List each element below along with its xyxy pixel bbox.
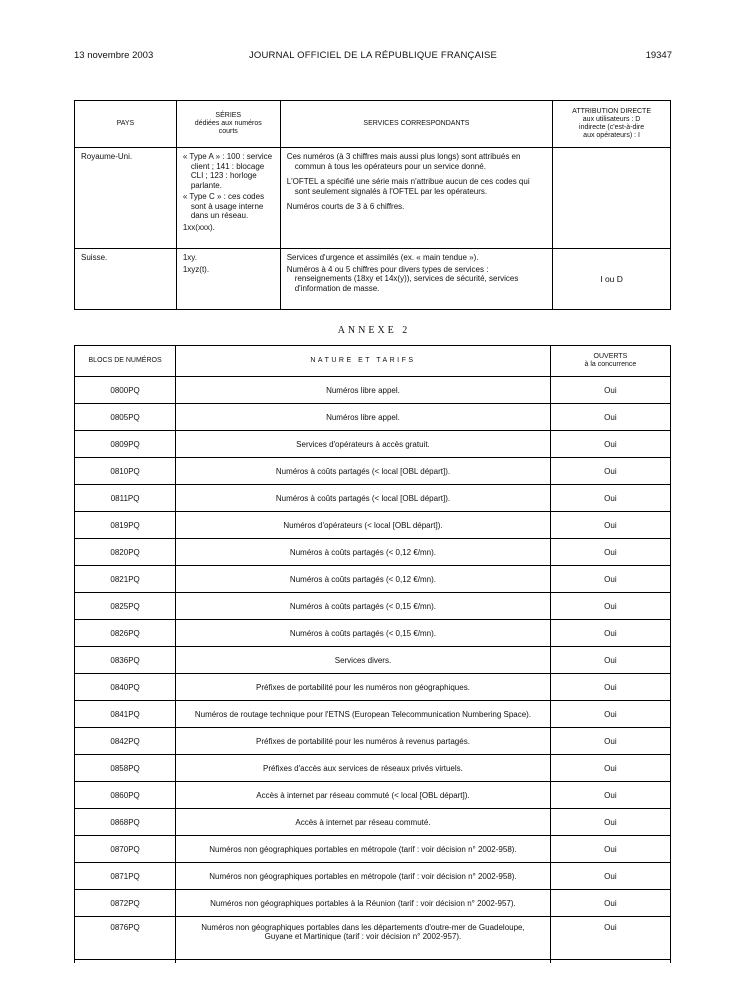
open-status: Oui bbox=[550, 809, 670, 836]
number-block: 0860PQ bbox=[75, 782, 176, 809]
number-block: 0868PQ bbox=[75, 809, 176, 836]
attribution-value: I ou D bbox=[600, 274, 623, 284]
open-status: Oui bbox=[550, 512, 670, 539]
number-block: 0842PQ bbox=[75, 728, 176, 755]
table-row bbox=[75, 458, 671, 485]
table-row bbox=[75, 620, 671, 647]
open-status: Oui bbox=[550, 647, 670, 674]
nature-tarif: Services divers. bbox=[176, 647, 551, 674]
table-row bbox=[75, 809, 671, 836]
header-page-number: 19347 bbox=[645, 50, 672, 61]
table-row bbox=[75, 377, 671, 404]
number-block: 0871PQ bbox=[75, 863, 176, 890]
nature-tarif: Numéros à coûts partagés (< 0,12 €/mn). bbox=[176, 539, 551, 566]
open-status: Oui bbox=[550, 566, 670, 593]
table-row bbox=[75, 404, 671, 431]
number-block: 0836PQ bbox=[75, 647, 176, 674]
table-row bbox=[75, 755, 671, 782]
service-text: Ces numéros (à 3 chiffres mais aussi plus longs) sont attribués en commun à tous les opérateurs pour un service donné. bbox=[286, 152, 521, 171]
nature-tarif: Numéros à coûts partagés (< 0,15 €/mn). bbox=[176, 620, 551, 647]
series-item: 1xyz(t). bbox=[182, 264, 210, 274]
open-status: Oui bbox=[550, 917, 670, 960]
number-block: 0825PQ bbox=[75, 593, 176, 620]
number-block: 0858PQ bbox=[75, 755, 176, 782]
service-text: Numéros à 4 ou 5 chiffres pour divers types de services : renseignements (18xy et 14x(y)), services de sécurité, services d'information de masse. bbox=[286, 264, 519, 293]
open-status: Oui bbox=[550, 728, 670, 755]
table-row bbox=[75, 512, 671, 539]
nature-tarif: Accès à internet par réseau commuté. bbox=[176, 809, 551, 836]
open-status: Oui bbox=[550, 782, 670, 809]
open-status: Oui bbox=[550, 620, 670, 647]
country-name: Royaume-Uni. bbox=[81, 152, 133, 161]
nature-tarif: Services d'opérateurs à accès gratuit. bbox=[176, 431, 551, 458]
open-status: Oui bbox=[550, 431, 670, 458]
col-header-series: SÉRIES dédiées aux numéros courts bbox=[176, 101, 280, 148]
col-header-blocs: BLOCS DE NUMÉROS bbox=[75, 346, 176, 377]
col-header-ouverts: OUVERTS à la concurrence bbox=[550, 346, 670, 377]
nature-tarif: Numéros libre appel. bbox=[176, 377, 551, 404]
col-header-nature: NATURE ET TARIFS bbox=[176, 346, 551, 377]
number-block: 0821PQ bbox=[75, 566, 176, 593]
col-header-pays: PAYS bbox=[75, 101, 177, 148]
nature-tarif: Numéros à coûts partagés (< local [OBL départ]). bbox=[176, 458, 551, 485]
nature-tarif: Numéros non géographiques portables en métropole (tarif : voir décision n° 2002-958). bbox=[176, 863, 551, 890]
open-status: Oui bbox=[550, 485, 670, 512]
table-row bbox=[75, 674, 671, 701]
number-block: 0870PQ bbox=[75, 836, 176, 863]
table-row bbox=[75, 890, 671, 917]
table-row bbox=[75, 782, 671, 809]
table-row bbox=[75, 836, 671, 863]
number-block: 0800PQ bbox=[75, 377, 176, 404]
table-row bbox=[75, 728, 671, 755]
open-status: Oui bbox=[550, 674, 670, 701]
number-block: 0810PQ bbox=[75, 458, 176, 485]
table-row bbox=[75, 148, 671, 249]
table-row bbox=[75, 863, 671, 890]
series-item: 1xx(xxx). bbox=[182, 222, 215, 232]
number-block: 0840PQ bbox=[75, 674, 176, 701]
number-block: 0841PQ bbox=[75, 701, 176, 728]
nature-tarif: Numéros non géographiques portables à la Réunion (tarif : voir décision n° 2002-957). bbox=[176, 890, 551, 917]
nature-tarif: Numéros d'opérateurs (< local [OBL départ]). bbox=[176, 512, 551, 539]
nature-tarif: Numéros non géographiques portables en métropole (tarif : voir décision n° 2002-958). bbox=[176, 836, 551, 863]
nature-tarif: Numéros à coûts partagés (< 0,15 €/mn). bbox=[176, 593, 551, 620]
nature-tarif: Numéros de routage technique pour l'ETNS (European Telecommunication Numbering Space). bbox=[176, 701, 551, 728]
open-status: Oui bbox=[550, 755, 670, 782]
number-block: 0811PQ bbox=[75, 485, 176, 512]
table-row bbox=[75, 917, 671, 960]
nature-tarif: Accès à internet par réseau commuté (< local [OBL départ]). bbox=[176, 782, 551, 809]
open-status: Oui bbox=[550, 836, 670, 863]
header-date: 13 novembre 2003 bbox=[74, 50, 154, 61]
table-row bbox=[75, 431, 671, 458]
table-row bbox=[75, 539, 671, 566]
col-header-services: SERVICES CORRESPONDANTS bbox=[280, 101, 552, 148]
page-header bbox=[74, 50, 672, 62]
open-status: Oui bbox=[550, 404, 670, 431]
number-block: 0820PQ bbox=[75, 539, 176, 566]
number-block: 0872PQ bbox=[75, 890, 176, 917]
number-blocks-table bbox=[74, 345, 671, 963]
service-text: L'OFTEL a spécifié une série mais n'attribue aucun de ces codes qui sont seulement signalés à l'OFTEL par les opérateurs. bbox=[286, 177, 530, 196]
service-text: Services d'urgence et assimilés (ex. « main tendue »). bbox=[286, 253, 479, 262]
open-status: Oui bbox=[550, 539, 670, 566]
number-block: 0819PQ bbox=[75, 512, 176, 539]
country-name: Suisse. bbox=[81, 253, 108, 262]
number-block: 0876PQ bbox=[75, 917, 176, 960]
nature-tarif: Numéros à coûts partagés (< 0,12 €/mn). bbox=[176, 566, 551, 593]
table-row bbox=[75, 647, 671, 674]
number-block: 0809PQ bbox=[75, 431, 176, 458]
nature-tarif: Préfixes de portabilité pour les numéros à revenus partagés. bbox=[176, 728, 551, 755]
nature-tarif: Numéros non géographiques portables dans les départements d'outre-mer de Guadeloupe, Guyane et Martinique (tarif : voir décision n° 2002-957). bbox=[176, 917, 551, 960]
annexe-title: ANNEXE 2 bbox=[337, 325, 411, 336]
table-row bbox=[75, 566, 671, 593]
open-status: Oui bbox=[550, 458, 670, 485]
table-row bbox=[75, 485, 671, 512]
open-status: Oui bbox=[550, 890, 670, 917]
series-item: 1xy. bbox=[182, 253, 197, 262]
nature-tarif: Préfixes d'accès aux services de réseaux privés virtuels. bbox=[176, 755, 551, 782]
attribution-value bbox=[553, 148, 670, 152]
table-row bbox=[75, 701, 671, 728]
table-row bbox=[75, 249, 671, 310]
service-text: Numéros courts de 3 à 6 chiffres. bbox=[286, 202, 405, 211]
open-status: Oui bbox=[550, 863, 670, 890]
nature-tarif: Préfixes de portabilité pour les numéros non géographiques. bbox=[176, 674, 551, 701]
countries-table bbox=[74, 100, 671, 310]
number-block: 0826PQ bbox=[75, 620, 176, 647]
open-status: Oui bbox=[550, 593, 670, 620]
open-status: Oui bbox=[550, 701, 670, 728]
series-item: « Type C » : ces codes sont à usage interne dans un réseau. bbox=[182, 192, 265, 220]
number-block: 0805PQ bbox=[75, 404, 176, 431]
nature-tarif: Numéros à coûts partagés (< local [OBL départ]). bbox=[176, 485, 551, 512]
nature-tarif: Numéros libre appel. bbox=[176, 404, 551, 431]
table-row bbox=[75, 593, 671, 620]
table-row-continuation bbox=[75, 960, 671, 964]
col-header-attribution: ATTRIBUTION DIRECTE aux utilisateurs : D indirecte (c'est-à-dire aux opérateurs) : I bbox=[553, 101, 671, 148]
header-journal-title: JOURNAL OFFICIEL DE LA RÉPUBLIQUE FRANÇAISE bbox=[248, 50, 498, 61]
series-item: « Type A » : 100 : service client ; 141 : blocage CLI ; 123 : horloge parlante. bbox=[182, 152, 273, 190]
open-status: Oui bbox=[550, 377, 670, 404]
